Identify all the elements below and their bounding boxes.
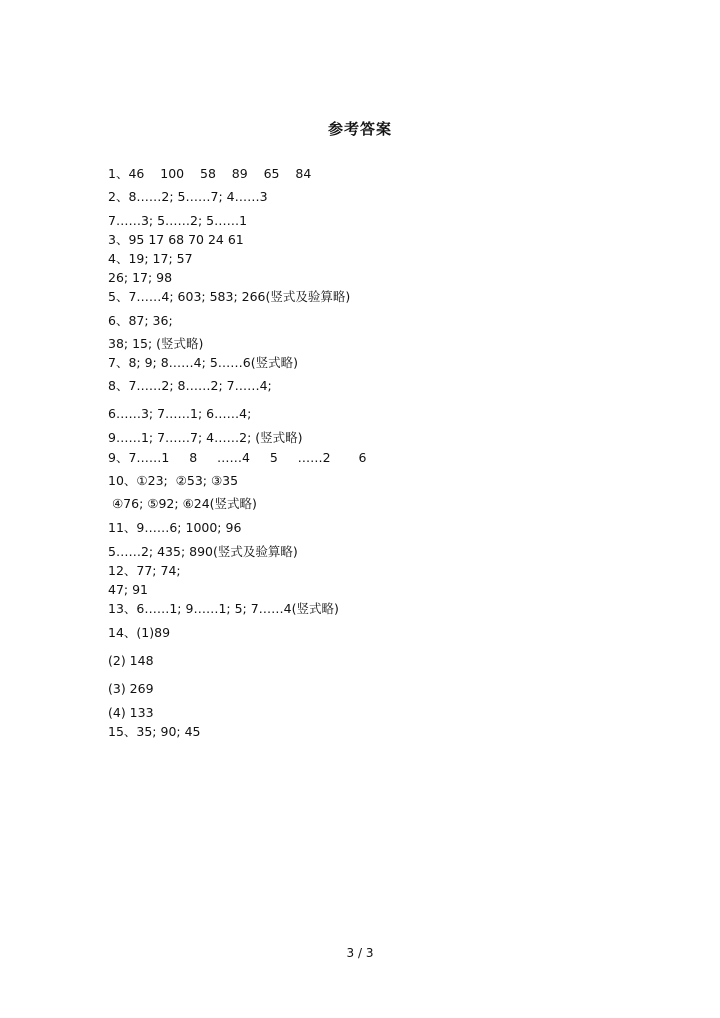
answer-line: (2) 148 bbox=[108, 653, 154, 668]
answer-line: 9、7……1 8 ……4 5 ……2 6 bbox=[108, 450, 367, 465]
answer-line: 11、9……6; 1000; 96 bbox=[108, 520, 242, 535]
answer-line: 6、87; 36; bbox=[108, 313, 173, 328]
answer-line: 3、95 17 68 70 24 61 bbox=[108, 232, 244, 247]
answer-line: 4、19; 17; 57 bbox=[108, 251, 193, 266]
answer-line: 7、8; 9; 8……4; 5……6(竖式略) bbox=[108, 355, 298, 370]
answer-line: 9……1; 7……7; 4……2; (竖式略) bbox=[108, 430, 303, 445]
answer-line: 15、35; 90; 45 bbox=[108, 724, 201, 739]
answer-line: 2、8……2; 5……7; 4……3 bbox=[108, 189, 268, 204]
answer-line: ④76; ⑤92; ⑥24(竖式略) bbox=[108, 496, 257, 511]
answer-line: 8、7……2; 8……2; 7……4; bbox=[108, 378, 272, 393]
answer-line: 26; 17; 98 bbox=[108, 270, 173, 285]
answer-line: 10、①23; ②53; ③35 bbox=[108, 473, 239, 488]
answer-line: 7……3; 5……2; 5……1 bbox=[108, 213, 248, 228]
answer-line: 1、46 100 58 89 65 84 bbox=[108, 166, 312, 181]
page-title: 参考答案 bbox=[327, 120, 392, 138]
answer-line: 13、6……1; 9……1; 5; 7……4(竖式略) bbox=[108, 601, 339, 616]
answer-line: 5、7……4; 603; 583; 266(竖式及验算略) bbox=[108, 289, 351, 304]
answer-line: 47; 91 bbox=[108, 582, 148, 597]
answer-line: 38; 15; (竖式略) bbox=[108, 336, 204, 351]
answer-line: 14、(1)89 bbox=[108, 625, 171, 640]
page-number: 3 / 3 bbox=[346, 946, 374, 960]
answer-line: (3) 269 bbox=[108, 681, 154, 696]
answer-line: 6……3; 7……1; 6……4; bbox=[108, 406, 252, 421]
answer-line: 12、77; 74; bbox=[108, 563, 181, 578]
answer-line: (4) 133 bbox=[108, 705, 154, 720]
answer-line: 5……2; 435; 890(竖式及验算略) bbox=[108, 544, 298, 559]
